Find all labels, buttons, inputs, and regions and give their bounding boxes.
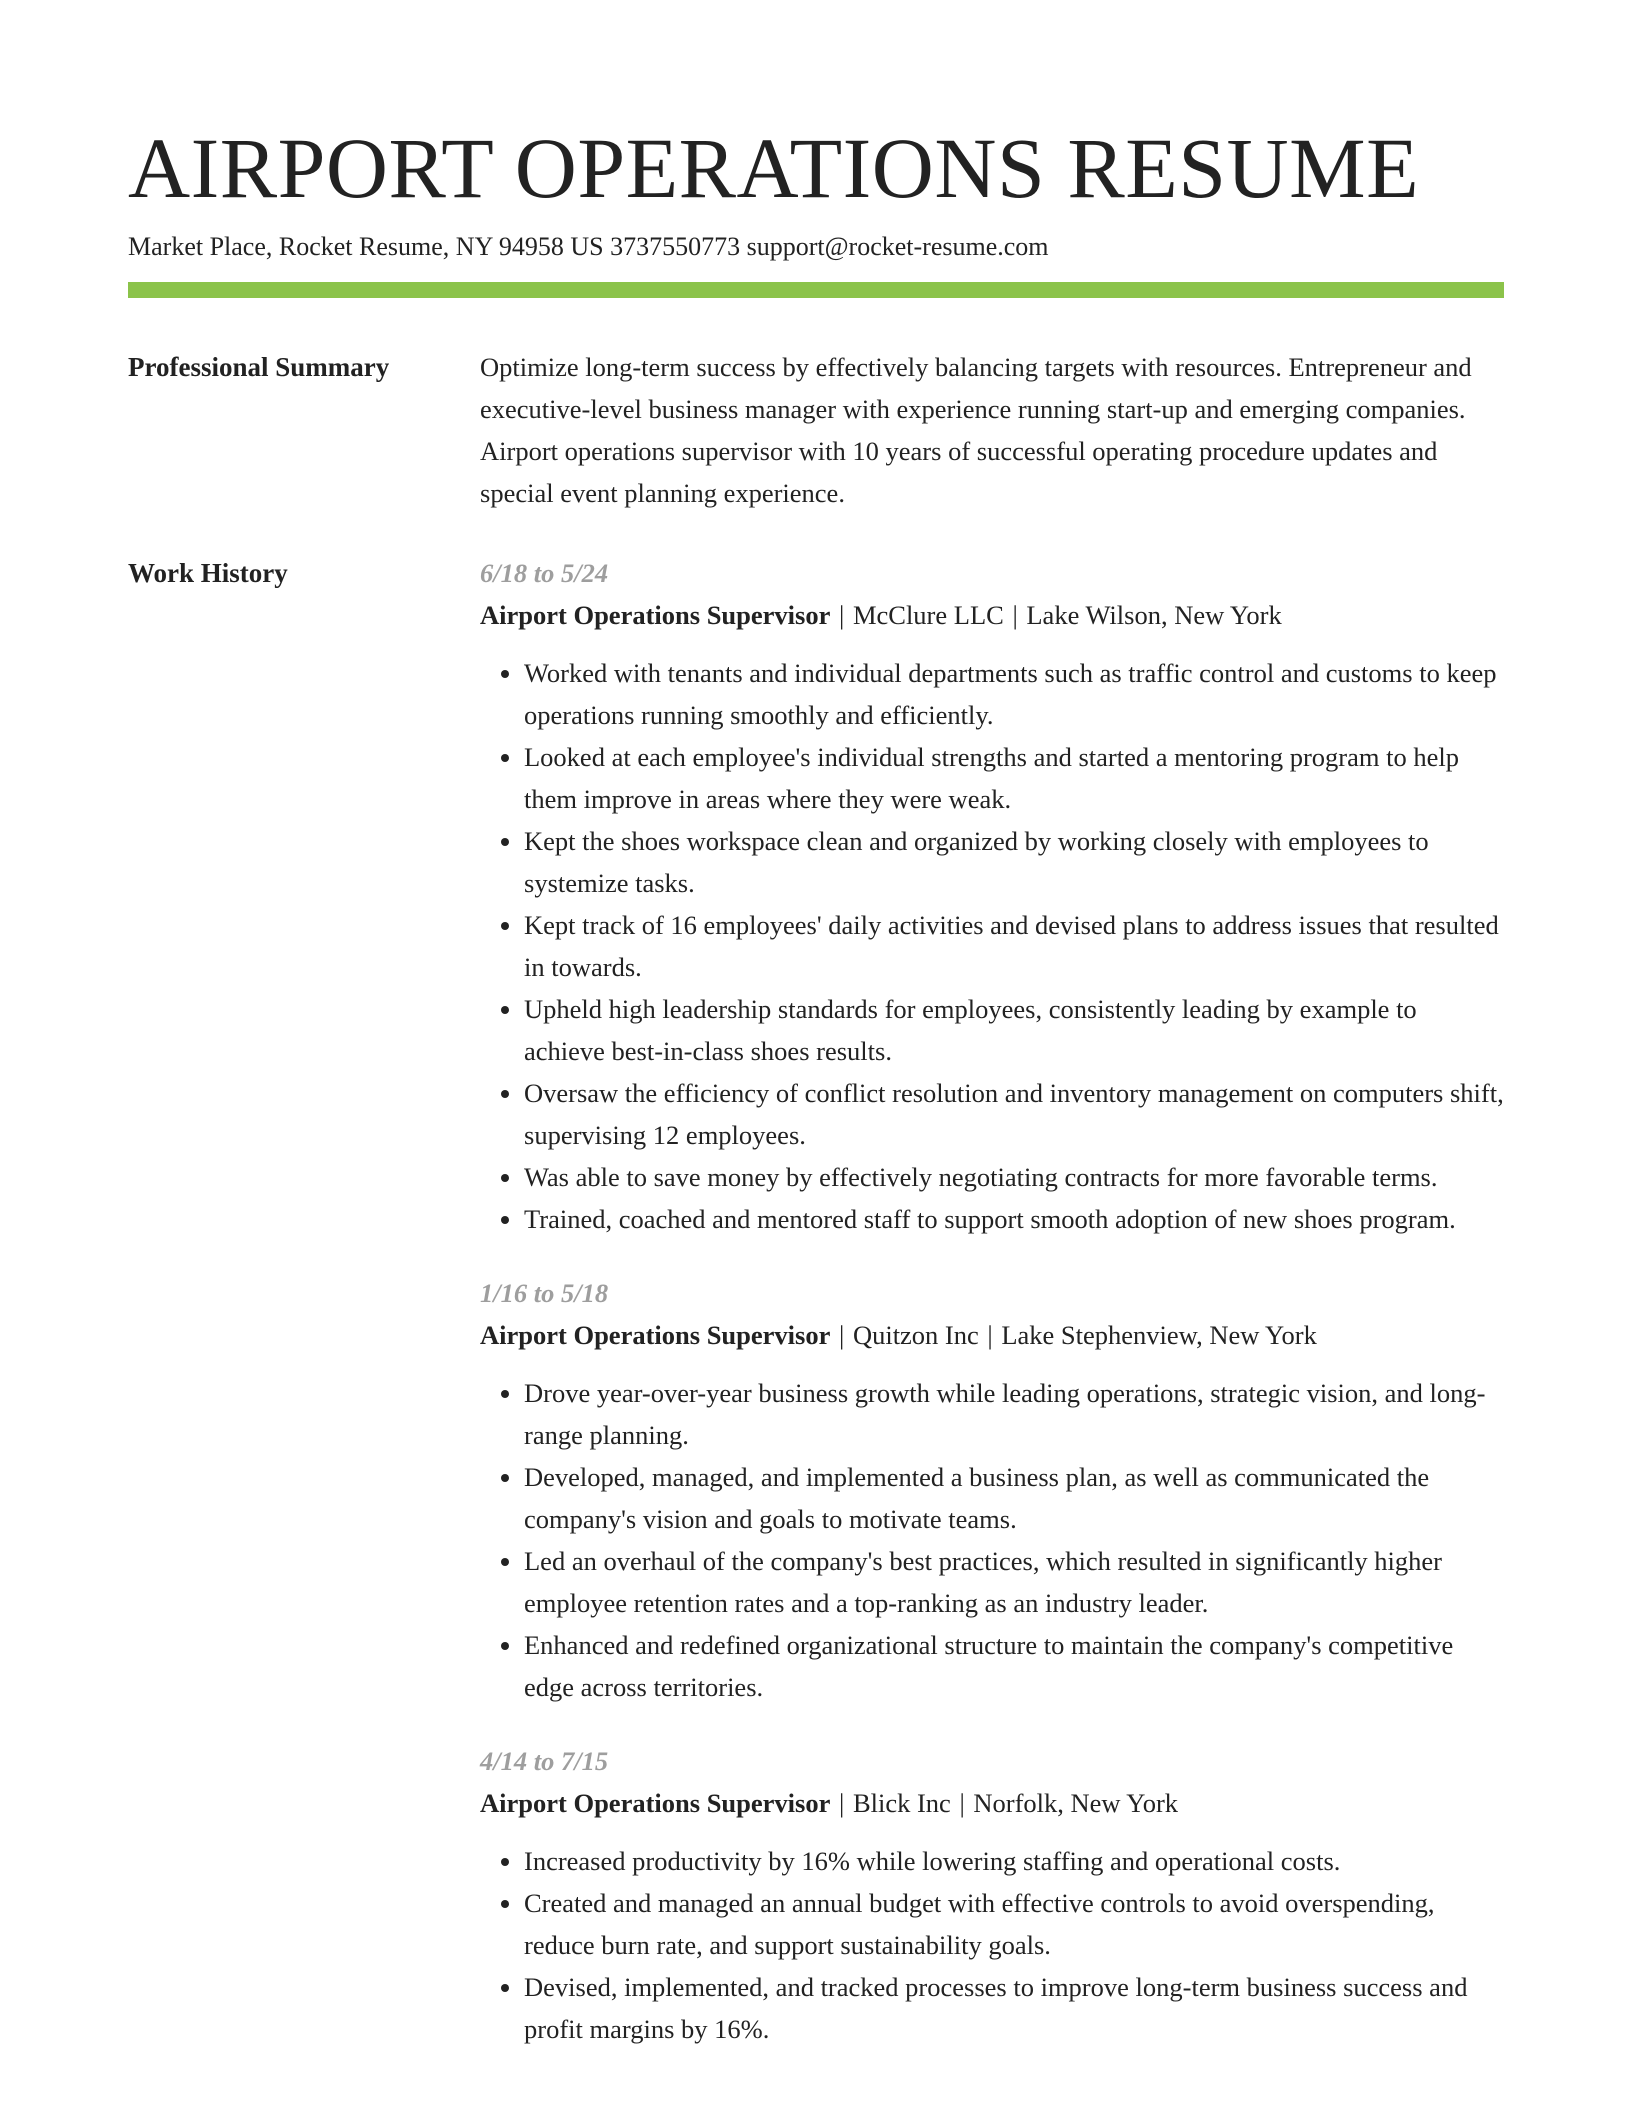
job-bullet: • Enhanced and redefined organizational structure to maintain the company's competitive edge across territories. xyxy=(524,1624,1504,1708)
separator: | xyxy=(959,1788,965,1818)
job-heading xyxy=(480,594,1504,636)
job-dates: 4/14 to 7/15 xyxy=(480,1746,609,1776)
job-bullet: • Upheld high leadership standards for employees, consistently leading by example to achieve best-in-class shoes results. xyxy=(524,988,1504,1072)
separator: | xyxy=(839,1788,845,1818)
accent-divider xyxy=(128,282,1504,298)
job-entry xyxy=(480,1272,1504,1708)
job-bullet: • Developed, managed, and implemented a business plan, as well as communicated the company's vision and goals to motivate teams. xyxy=(524,1456,1504,1540)
job-company: McClure LLC xyxy=(852,600,1004,630)
job-bullet: • Looked at each employee's individual strengths and started a mentoring program to help them improve in areas where they were weak. xyxy=(524,736,1504,820)
job-location: Lake Wilson, New York xyxy=(1026,600,1282,630)
job-title: Airport Operations Supervisor xyxy=(480,600,831,630)
work-history-section xyxy=(128,552,1504,2082)
resume-page xyxy=(128,0,1504,2082)
job-bullet: • Drove year-over-year business growth while leading operations, strategic vision, and long-range planning. xyxy=(524,1372,1504,1456)
job-location: Lake Stephenview, New York xyxy=(1001,1320,1317,1350)
job-bullet: • Kept the shoes workspace clean and organized by working closely with employees to systemize tasks. xyxy=(524,820,1504,904)
professional-summary-section xyxy=(128,346,1504,514)
job-bullet-list xyxy=(480,652,1504,1240)
section-label-work-history: Work History xyxy=(128,558,288,588)
job-bullet: • Oversaw the efficiency of conflict resolution and inventory management on computers shift, supervising 12 employees. xyxy=(524,1072,1504,1156)
job-entry xyxy=(480,1740,1504,2050)
job-company: Blick Inc xyxy=(852,1788,951,1818)
job-bullet-list xyxy=(480,1840,1504,2050)
job-heading xyxy=(480,1782,1504,1824)
separator: | xyxy=(987,1320,993,1350)
job-bullet: • Trained, coached and mentored staff to support smooth adoption of new shoes program. xyxy=(524,1198,1504,1240)
separator: | xyxy=(839,1320,845,1350)
job-bullet: • Worked with tenants and individual departments such as traffic control and customs to keep operations running smoothly and efficiently. xyxy=(524,652,1504,736)
job-dates: 1/16 to 5/18 xyxy=(480,1278,609,1308)
separator: | xyxy=(839,600,845,630)
job-dates: 6/18 to 5/24 xyxy=(480,558,609,588)
resume-title: AIRPORT OPERATIONS RESUME xyxy=(128,120,1420,216)
job-bullet: • Kept track of 16 employees' daily activities and devised plans to address issues that resulted in towards. xyxy=(524,904,1504,988)
job-company: Quitzon Inc xyxy=(852,1320,979,1350)
job-title: Airport Operations Supervisor xyxy=(480,1320,831,1350)
summary-body xyxy=(480,346,1504,514)
job-bullet: • Created and managed an annual budget with effective controls to avoid overspending, reduce burn rate, and support sustainability goals. xyxy=(524,1882,1504,1966)
separator: | xyxy=(1012,600,1018,630)
job-bullet: • Increased productivity by 16% while lowering staffing and operational costs. xyxy=(524,1840,1504,1882)
job-bullet: • Devised, implemented, and tracked processes to improve long-term business success and profit margins by 16%. xyxy=(524,1966,1504,2050)
job-title: Airport Operations Supervisor xyxy=(480,1788,831,1818)
job-bullet-list xyxy=(480,1372,1504,1708)
job-location: Norfolk, New York xyxy=(973,1788,1179,1818)
section-label-summary: Professional Summary xyxy=(128,352,390,382)
job-bullet: • Led an overhaul of the company's best practices, which resulted in significantly higher employee retention rates and a top-ranking as an industry leader. xyxy=(524,1540,1504,1624)
job-entry xyxy=(480,552,1504,1240)
contact-line: Market Place, Rocket Resume, NY 94958 US 3737550773 support@rocket-resume.com xyxy=(128,232,1049,261)
summary-text: Optimize long-term success by effectively balancing targets with resources. Entrepreneur and executive-level business manager with experience running start-up and emerging companies. Airport operations supervisor with 10 years of successful operating procedure updates and special event planning experience. xyxy=(480,352,1472,508)
job-bullet: • Was able to save money by effectively negotiating contracts for more favorable terms. xyxy=(524,1156,1504,1198)
job-heading xyxy=(480,1314,1504,1356)
work-history-body xyxy=(480,552,1504,2082)
